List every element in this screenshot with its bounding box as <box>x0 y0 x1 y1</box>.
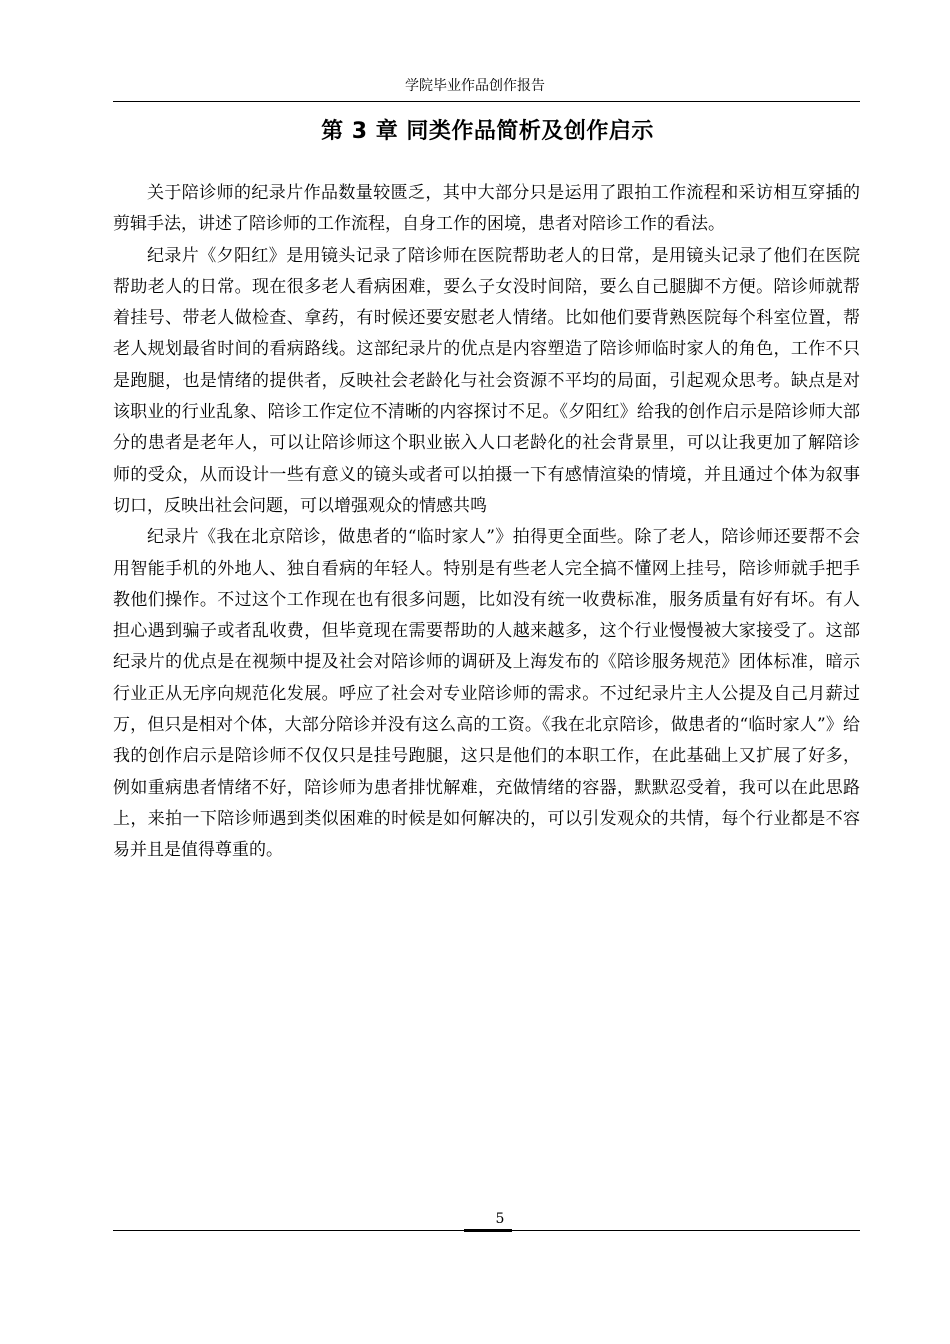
chapter-title: 第 3 章 同类作品简析及创作启示 <box>321 119 654 144</box>
paragraph-sunset-red: 纪录片《夕阳红》是用镜头记录了陪诊师在医院帮助老人的日常，是用镜头记录了他们在医院帮助老人的日常。现在很多老人看病困难，要么子女没时间陪，要么自己腿脚不方便。陪诊师就帮着挂号、带老人做检查、拿药，有时候还要安慰老人情绪。比如他们要背熟医院每个科室位置，帮老人规划最省时间的看病路线。这部纪录片的优点是内容塑造了陪诊师临时家人的角色，工作不只是跑腿，也是情绪的提供者，反映社会老龄化与社会资源不平均的局面，引起观众思考。缺点是对该职业的行业乱象、陪诊工作定位不清晰的内容探讨不足。《夕阳红》给我的创作启示是陪诊师大部分的患者是老年人，可以让陪诊师这个职业嵌入人口老龄化的社会背景里，可以让我更加了解陪诊师的受众，从而设计一些有意义的镜头或者可以拍摄一下有感情渲染的情境，并且通过个体为叙事切口，反映出社会问题，可以增强观众的情感共鸣 <box>113 245 860 516</box>
header-divider <box>113 101 860 102</box>
paragraph-intro: 关于陪诊师的纪录片作品数量较匮乏，其中大部分只是运用了跟拍工作流程和采访相互穿插的剪辑手法，讲述了陪诊师的工作流程，自身工作的困境，患者对陪诊工作的看法。 <box>113 183 860 235</box>
body-text <box>113 178 860 867</box>
page-number: 5 <box>495 1211 505 1227</box>
paragraph-beijing-escort: 纪录片《我在北京陪诊，做患者的“临时家人”》拍得更全面些。除了老人，陪诊师还要帮不会用智能手机的外地人、独自看病的年轻人。特别是有些老人完全搞不懂网上挂号，陪诊师就手把手教他们操作。不过这个工作现在也有很多问题，比如没有统一收费标准，服务质量有好有坏。有人担心遇到骗子或者乱收费，但毕竟现在需要帮助的人越来越多，这个行业慢慢被大家接受了。这部纪录片的优点是在视频中提及社会对陪诊师的调研及上海发布的《陪诊服务规范》团体标准，暗示行业正从无序向规范化发展。呼应了社会对专业陪诊师的需求。不过纪录片主人公提及自己月薪过万，但只是相对个体，大部分陪诊并没有这么高的工资。《我在北京陪诊，做患者的“临时家人”》给我的创作启示是陪诊师不仅仅只是挂号跑腿，这只是他们的本职工作，在此基础上又扩展了好多，例如重病患者情绪不好，陪诊师为患者排忧解难，充做情绪的容器，默默忍受着，我可以在此思路上，来拍一下陪诊师遇到类似困难的时候是如何解决的，可以引发观众的共情，每个行业都是不容易并且是值得尊重的。 <box>113 527 860 861</box>
running-header-title: 学院毕业作品创作报告 <box>405 78 545 94</box>
footer-divider-mark <box>464 1229 512 1232</box>
